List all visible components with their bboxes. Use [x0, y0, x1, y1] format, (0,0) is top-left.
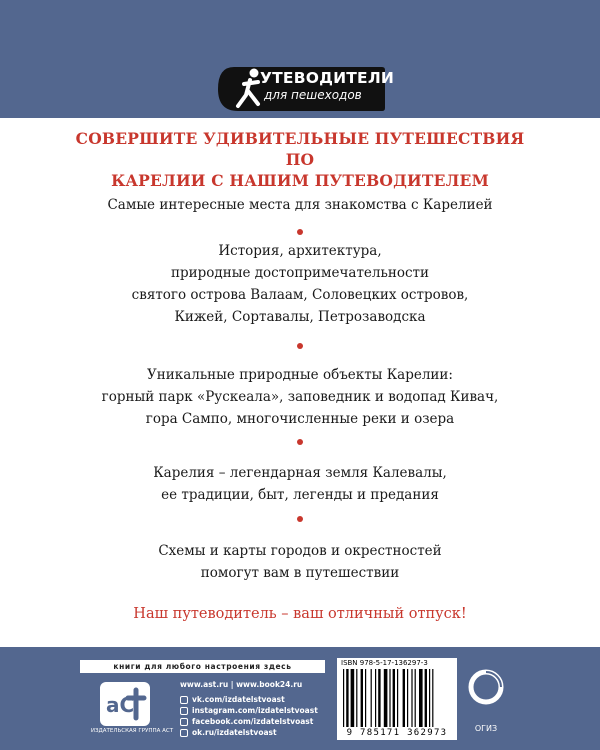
slogan: Наш путеводитель – ваш отличный отпуск! — [133, 606, 467, 622]
barcode-bar — [365, 669, 366, 727]
social-link[interactable] — [180, 694, 318, 705]
feature-block — [40, 240, 560, 328]
web-links[interactable]: www.ast.ru | www.book24.ru — [180, 680, 303, 689]
social-link-text: facebook.com/izdatelstvoast — [192, 717, 314, 726]
social-link[interactable] — [180, 727, 318, 738]
bullet-dot — [297, 439, 303, 445]
tagline: книги для любого настроения здесь — [80, 660, 325, 673]
barcode-bar — [429, 669, 430, 727]
feature-line: природные достопримечательности — [171, 265, 429, 281]
feature-block — [40, 540, 560, 584]
isbn: ISBN 978-5-17-136297-3 — [341, 659, 428, 667]
feature-line: Схемы и карты городов и окрестностей — [158, 543, 442, 559]
feature-line: Кижей, Сортавалы, Петрозаводска — [174, 309, 426, 325]
barcode-bar — [346, 669, 348, 727]
social-link-text: vk.com/izdatelstvoast — [192, 695, 285, 704]
barcode-bar — [397, 669, 398, 727]
barcode-bar — [432, 669, 433, 727]
feature-line: помогут вам в путешествии — [200, 565, 400, 581]
series-logo-subtitle: для пешеходов — [264, 88, 362, 102]
barcode-bar — [343, 669, 344, 727]
feature-line: Самые интересные места для знакомства с Карелией — [107, 197, 493, 213]
barcode-bar — [419, 669, 423, 727]
feature-block — [40, 194, 560, 216]
feature-line: гора Сампо, многочисленные реки и озера — [145, 411, 455, 427]
social-link[interactable] — [180, 716, 318, 727]
barcode-bar — [375, 669, 376, 727]
headline-line: СОВЕРШИТЕ УДИВИТЕЛЬНЫЕ ПУТЕШЕСТВИЯ ПО — [75, 129, 525, 169]
headline-line: КАРЕЛИИ С НАШИМ ПУТЕВОДИТЕЛЕМ — [111, 171, 489, 190]
footer-links — [180, 679, 318, 738]
barcode-bar — [425, 669, 427, 727]
barcode-bars — [343, 669, 451, 729]
barcode-bar — [411, 669, 412, 727]
series-logo — [214, 64, 395, 114]
barcode-bar — [415, 669, 416, 727]
ast-logo-icon — [100, 682, 150, 726]
feature-line: История, архитектура, — [218, 243, 382, 259]
barcode-bar — [403, 669, 405, 727]
barcode-bar — [384, 669, 388, 727]
barcode-bar — [361, 669, 363, 727]
social-link[interactable] — [180, 705, 318, 716]
svg-text:аС: аС — [106, 693, 135, 717]
bullet-dot — [297, 516, 303, 522]
instagram-icon — [180, 707, 188, 715]
feature-line: Карелия – легендарная земля Калевалы, — [153, 465, 447, 481]
feature-line: горный парк «Рускеала», заповедник и водопад Кивач, — [101, 389, 499, 405]
imprint-name: ОГИЗ — [474, 724, 498, 733]
headline — [60, 128, 540, 191]
barcode-bar — [378, 669, 380, 727]
feature-block — [40, 462, 560, 506]
odnoklassniki-icon — [180, 729, 188, 737]
social-link-text: instagram.com/izdatelstvoast — [192, 706, 318, 715]
series-logo-title: УТЕВОДИТЕЛИ — [260, 69, 395, 87]
barcode — [337, 658, 457, 740]
barcode-bar — [371, 669, 372, 727]
bullet-dot — [297, 229, 303, 235]
vk-icon — [180, 696, 188, 704]
barcode-bar — [407, 669, 408, 727]
ogiz-logo-icon — [468, 665, 504, 721]
barcode-bar — [389, 669, 390, 727]
ean-number: 9 785171 362973 — [346, 728, 448, 738]
bullet-dot — [297, 343, 303, 349]
social-link-text: ok.ru/izdatelstvoast — [192, 728, 277, 737]
feature-line: ее традиции, быт, легенды и предания — [161, 487, 439, 503]
publisher-caption: ИЗДАТЕЛЬСКАЯ ГРУППА АСТ — [90, 728, 174, 734]
facebook-icon — [180, 718, 188, 726]
feature-line: святого острова Валаам, Соловецких островов, — [131, 287, 469, 303]
feature-line: Уникальные природные объекты Карелии: — [147, 367, 453, 383]
barcode-bar — [356, 669, 357, 727]
barcode-bar — [351, 669, 355, 727]
barcode-bar — [393, 669, 395, 727]
walker-head-icon — [250, 69, 259, 78]
feature-block — [40, 364, 560, 430]
